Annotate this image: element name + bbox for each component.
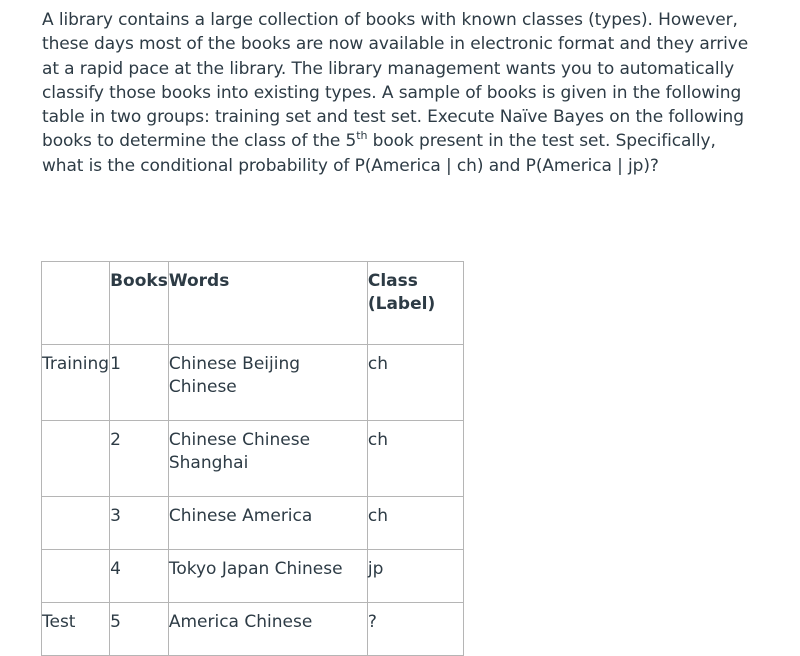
table-row — [42, 497, 464, 550]
header-words: Words — [168, 262, 367, 345]
header-class: Class (Label) — [367, 262, 463, 345]
row-label: ch — [367, 497, 463, 550]
row-label: ch — [367, 421, 463, 497]
row-group: Training — [42, 345, 110, 421]
books-table — [41, 261, 464, 656]
question-text — [42, 8, 762, 178]
row-words: America Chinese — [168, 603, 367, 656]
row-words: Chinese Chinese Shanghai — [168, 421, 367, 497]
table-header-row — [42, 262, 464, 345]
row-book: 4 — [110, 550, 169, 603]
question-part-2: book present in the test set. Specifically, what is the conditional probability of P(America | ch) and P(America | jp)? — [42, 131, 716, 176]
row-book: 1 — [110, 345, 169, 421]
row-label: jp — [367, 550, 463, 603]
row-label: ? — [367, 603, 463, 656]
header-group — [42, 262, 110, 345]
row-words: Chinese Beijing Chinese — [168, 345, 367, 421]
table-row — [42, 421, 464, 497]
row-group — [42, 550, 110, 603]
row-words: Chinese America — [168, 497, 367, 550]
row-group: Test — [42, 603, 110, 656]
header-books: Books — [110, 262, 169, 345]
row-book: 3 — [110, 497, 169, 550]
table-row — [42, 550, 464, 603]
table-row — [42, 603, 464, 656]
row-group — [42, 497, 110, 550]
question-superscript: th — [356, 129, 368, 143]
row-words: Tokyo Japan Chinese — [168, 550, 367, 603]
table-row — [42, 345, 464, 421]
row-book: 5 — [110, 603, 169, 656]
row-label: ch — [367, 345, 463, 421]
row-group — [42, 421, 110, 497]
row-book: 2 — [110, 421, 169, 497]
question-part-1: A library contains a large collection of books with known classes (types). However, these days most of the books are now available in electronic format and they arrive at a rapid pace at the library. The library management wants you to automatically classify those books into existing types. A sample of books is given in the following table in two groups: training set and test set. Execute Naïve Bayes on the following books to determine the class of the 5 — [42, 10, 749, 152]
